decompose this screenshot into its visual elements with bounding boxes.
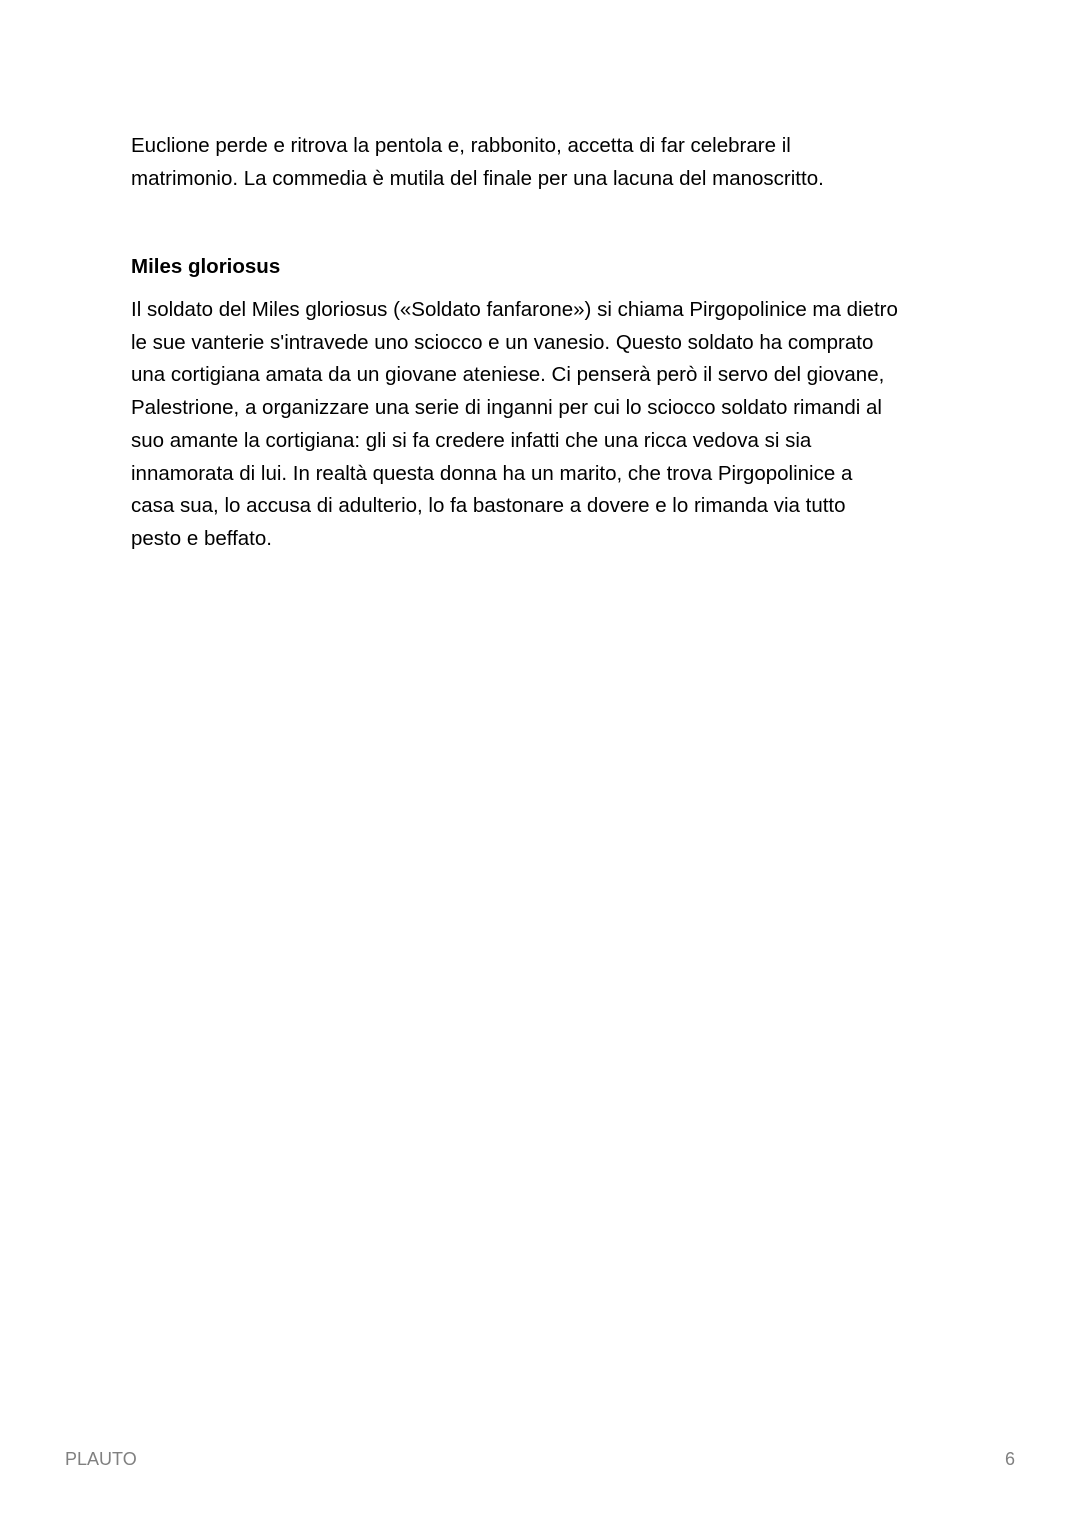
footer-page-number: 6 bbox=[1004, 1449, 1015, 1469]
text-line: Palestrione, a organizzare una serie di inganni per cui lo sciocco soldato rimandi al bbox=[131, 396, 882, 420]
text-line: pesto e beffato. bbox=[131, 526, 272, 550]
text-line: una cortigiana amata da un giovane ateniese. Ci penserà però il servo del giovane, bbox=[131, 363, 885, 387]
text-line: suo amante la cortigiana: gli si fa credere infatti che una ricca vedova si sia bbox=[131, 428, 812, 452]
text-line: matrimonio. La commedia è mutila del finale per una lacuna del manoscritto. bbox=[131, 166, 824, 190]
text-line: le sue vanterie s'intravede uno sciocco e un vanesio. Questo soldato ha comprato bbox=[131, 330, 874, 354]
page-content bbox=[131, 130, 961, 550]
text-line: innamorata di lui. In realtà questa donna ha un marito, che trova Pirgopolinice a bbox=[131, 461, 853, 485]
text-line: Euclione perde e ritrova la pentola e, rabbonito, accetta di far celebrare il bbox=[131, 134, 791, 157]
text-line: Il soldato del Miles gloriosus («Soldato fanfarone») si chiama Pirgopolinice ma dietro bbox=[131, 298, 898, 321]
text-line: casa sua, lo accusa di adulterio, lo fa bastonare a dovere e lo rimanda via tutto bbox=[131, 494, 846, 518]
paragraph-miles-gloriosus bbox=[131, 294, 898, 556]
footer-document-title: PLAUTO bbox=[65, 1449, 137, 1469]
section-heading-miles-gloriosus: Miles gloriosus bbox=[131, 255, 281, 278]
paragraph-euclione bbox=[131, 130, 961, 195]
